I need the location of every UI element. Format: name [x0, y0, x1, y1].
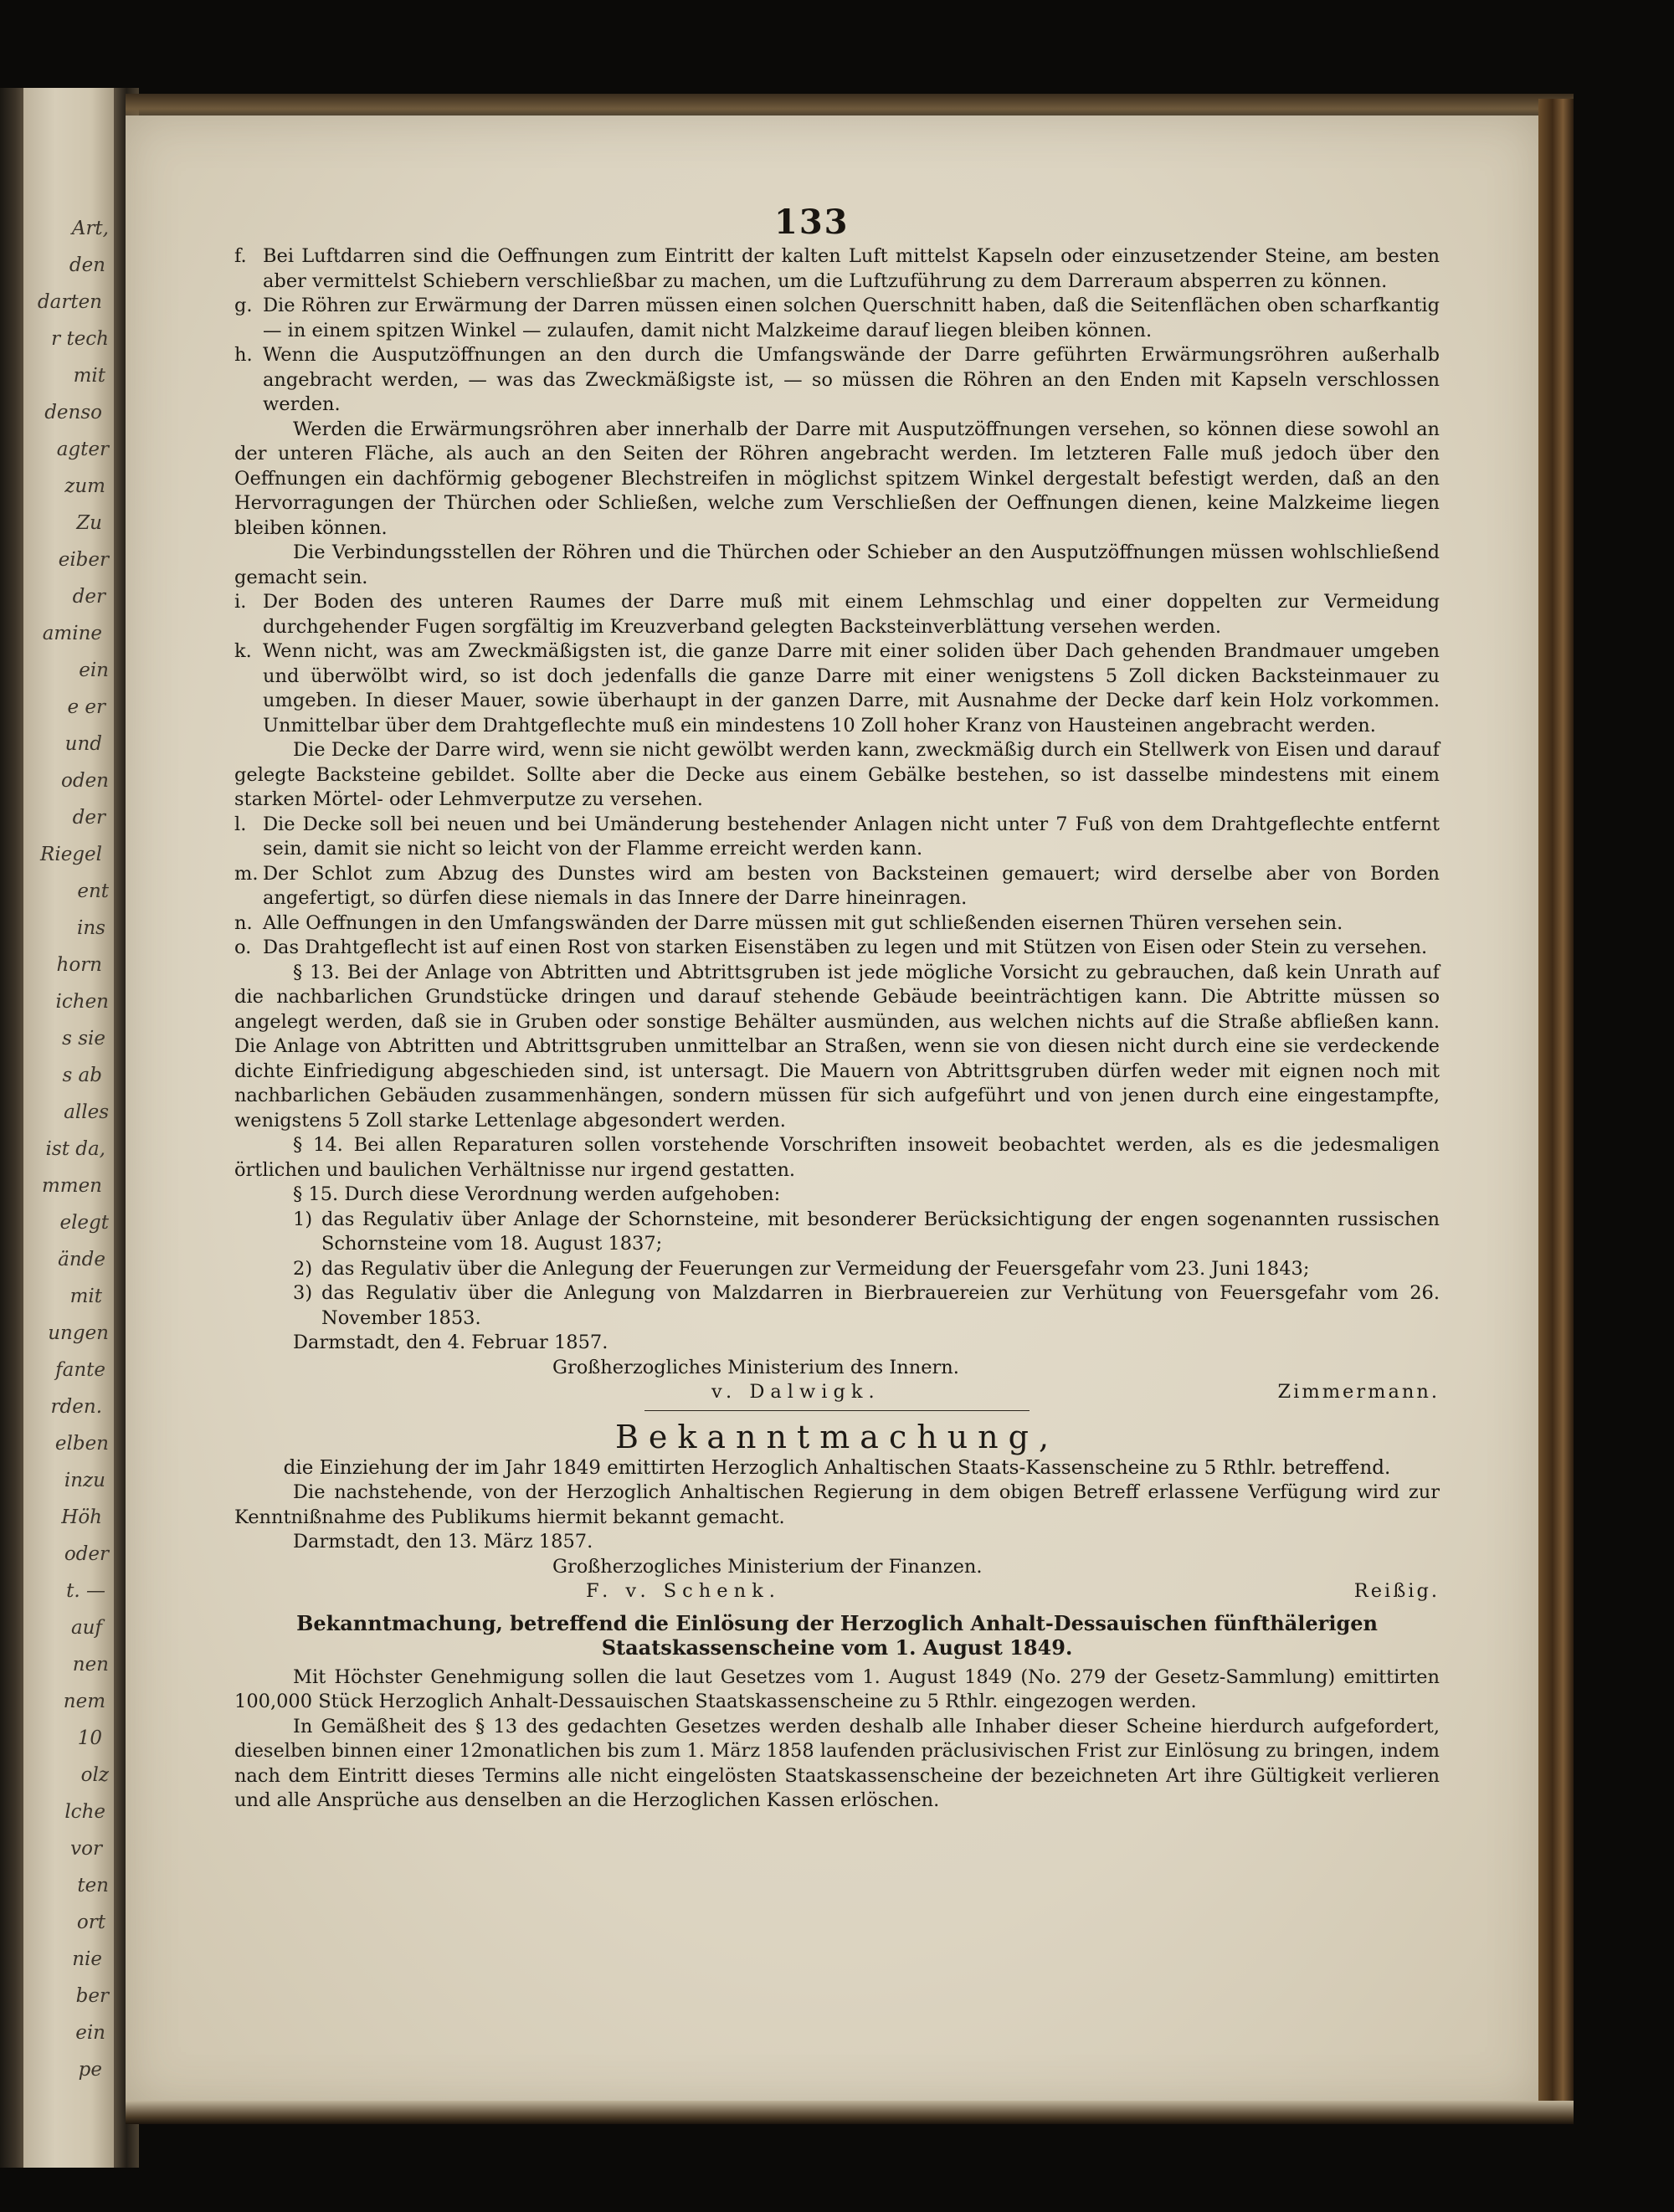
list-item — [293, 1208, 1440, 1257]
item-key: n. — [234, 911, 253, 934]
divider — [644, 1410, 1030, 1411]
left-page-fragment: ort — [76, 1912, 105, 1933]
item-key: 3) — [293, 1282, 313, 1304]
left-page-fragment: ein — [79, 659, 109, 681]
secretary-name: Zimmermann. — [1277, 1381, 1440, 1403]
signer-name: v. Dalwigk. — [711, 1381, 881, 1403]
left-page-fragment: ände — [58, 1249, 105, 1270]
book-left-edge — [0, 88, 25, 2168]
ministry-line: Großherzogliches Ministerium der Finanzen. — [552, 1555, 983, 1578]
item-key: k. — [234, 640, 252, 662]
list-item — [293, 1257, 1440, 1282]
item-text: das Regulativ über die Anlegung von Malzdarren in Bierbrauereien zur Verhütung von Feuersgefahr vom 26. November 1853. — [321, 1282, 1440, 1329]
page-bottom-edge — [126, 2101, 1574, 2124]
regulation-items-l-o — [234, 813, 1440, 961]
item-text: Der Boden des unteren Raumes der Darre muß mit einem Lehmschlag und einer doppelten zur Vermeidung durchgehender Fugen sorgfältig im Kreuzverband gelegten Backsteinverblättung versehen werden. — [263, 591, 1440, 638]
left-page-fragment: vor — [70, 1838, 102, 1860]
item-text: Die Röhren zur Erwärmung der Darren müssen einen solchen Querschnitt haben, daß die Seitenflächen oben scharfkantig — in einem spitzen Winkel — zulaufen, damit nicht Malzkeime darauf liegen bleiben können. — [263, 295, 1440, 341]
left-page-fragment: ber — [75, 1985, 109, 2007]
left-page-fragment: nie — [72, 1948, 102, 1970]
left-page-fragment: Zu — [76, 512, 102, 534]
list-item — [234, 343, 1440, 418]
page-number: 133 — [774, 203, 850, 242]
item-key: m. — [234, 862, 259, 885]
left-page-fragment: inzu — [64, 1470, 105, 1491]
item-key: f. — [234, 245, 247, 267]
item-key: o. — [234, 937, 252, 958]
left-page-fragment: r tech — [51, 328, 109, 350]
notice-title: Bekanntmachung, betreffend die Einlösung der Herzoglich Anhalt-Dessauischen fünfthälerigen Staatskassenscheine vom 1. August 1849. — [296, 1610, 1378, 1660]
date-line: Darmstadt, den 13. März 1857. — [293, 1531, 593, 1553]
section-13: § 13. Bei der Anlage von Abtritten und Abtrittsgruben ist jede mögliche Vorsicht zu gebrauchen, daß kein Unrath auf die nachbarlichen Grundstücke dringen und darauf stehende Gebäude beeinträchtigen kann. Die Abtritte müssen so angelegt werden, daß sie in Gruben oder sonstige Behälter ausmünden, aus welchen nichts auf die Straße abfließen kann. Die Anlage von Abtritten und Abtrittsgruben unmittelbar an Straßen, wenn sie von diesen nicht durch eine sie verdeckende dichte Einfriedigung abgeschieden sind, ist untersagt. Die Mauern von Abtrittsgruben dürfen weder mit eignen noch mit nachbarlichen Gebäuden zusammenhängen, sondern müssen für sich aufgeführt und von jenen durch eine eingestampfte, wenigstens 5 Zoll starke Lettenlage abgesondert werden. — [234, 961, 1440, 1132]
left-page-fragment: auf — [70, 1617, 102, 1639]
left-page-fragment: elben — [54, 1433, 109, 1455]
left-page-fragment: elegt — [59, 1212, 109, 1234]
left-page-fragment: mit — [73, 365, 105, 387]
left-page-fragment: den — [69, 254, 105, 276]
item-key: 2) — [293, 1257, 313, 1280]
left-page-fragment: ist da, — [45, 1138, 105, 1160]
left-page-fragment: ichen — [55, 991, 109, 1013]
left-page-fragment: s sie — [62, 1028, 105, 1050]
item-key: l. — [234, 813, 247, 835]
regulation-items-i-k — [234, 590, 1440, 738]
date-line: Darmstadt, den 4. Februar 1857. — [293, 1332, 608, 1353]
left-page-fragment: rden. — [50, 1396, 102, 1418]
signer-name: F. v. Schenk. — [586, 1580, 781, 1602]
left-page-fragment: und — [64, 733, 102, 755]
left-page-fragment: amine — [42, 623, 102, 644]
left-page-fragment: nen — [72, 1654, 109, 1676]
section-15: § 15. Durch diese Verordnung werden aufgehoben: — [293, 1183, 781, 1205]
left-page-fragment: ein — [75, 2022, 105, 2044]
left-page-fragment: t. — — [66, 1580, 105, 1602]
item-key: i. — [234, 591, 247, 613]
left-page-fragment: zum — [64, 475, 105, 497]
list-item — [234, 590, 1440, 639]
list-item — [234, 911, 1440, 937]
section-14: § 14. Bei allen Reparaturen sollen vorstehende Vorschriften insoweit beobachtet werden, als es die jedesmaligen örtlichen und baulichen Verhältnisse nur irgend gestatten. — [234, 1134, 1440, 1181]
left-page-fragment: Art, — [71, 218, 109, 239]
left-page-fragment: oder — [64, 1543, 109, 1565]
left-page-fragment: Höh — [61, 1506, 102, 1528]
item-text: Der Schlot zum Abzug des Dunstes wird am besten von Backsteinen gemauert; wird derselbe aber von Borden angefertigt, so dürfen diese niemals in das Innere der Darre hineinragen. — [263, 862, 1440, 909]
item-text: Alle Oeffnungen in den Umfangswänden der Darre müssen mit gut schließenden eisernen Thüren versehen sein. — [263, 911, 1343, 934]
left-page-fragment: alles — [64, 1101, 109, 1123]
item-text: Das Drahtgeflecht ist auf einen Rost von starken Eisenstäben zu legen und mit Stützen von Eisen oder Stein zu versehen. — [263, 937, 1428, 958]
signature-line — [234, 1579, 1440, 1604]
item-key: 1) — [293, 1208, 313, 1230]
left-page-fragment: olz — [80, 1764, 109, 1786]
left-page-fragment: 10 — [77, 1727, 102, 1749]
paragraph: Die Verbindungsstellen der Röhren und die Thürchen oder Schieber an den Ausputzöffnungen müssen wohlschließend gemacht sein. — [234, 541, 1440, 588]
left-page-fragment: e er — [67, 696, 105, 718]
left-page-fragment: fante — [55, 1359, 105, 1381]
left-page-fragment: ungen — [48, 1322, 109, 1344]
left-page-fragment: mit — [69, 1286, 102, 1307]
left-page-fragment: der — [72, 586, 105, 608]
item-key: h. — [234, 344, 253, 366]
announcement-subtitle: die Einziehung der im Jahr 1849 emittirten Herzoglich Anhaltischen Staats-Kassenscheine zu 5 Rthlr. betreffend. — [283, 1456, 1391, 1479]
left-page-fragment: lche — [64, 1801, 105, 1823]
repealed-regulations-list — [234, 1208, 1440, 1332]
left-page-fragment: nem — [63, 1691, 105, 1712]
left-page-fragment: agter — [56, 439, 109, 460]
left-facing-page — [23, 88, 114, 2168]
item-text: Bei Luftdarren sind die Oeffnungen zum Eintritt der kalten Luft mittelst Kapseln oder einzusetzender Steine, am besten aber vermittelst Schiebern verschließbar zu machen, um die Luftzuführung zu dem Darreraum absperren zu können. — [263, 245, 1440, 292]
left-page-fragment: denso — [44, 402, 102, 423]
regulation-items-f-h — [234, 244, 1440, 418]
list-item — [234, 294, 1440, 343]
list-item — [234, 813, 1440, 862]
list-item — [293, 1281, 1440, 1331]
left-page-fragment: oden — [61, 770, 109, 792]
left-page-fragment: pe — [78, 2059, 102, 2081]
signature-line — [234, 1380, 1440, 1405]
left-page-fragment: eiber — [58, 549, 109, 571]
paragraph: Die Decke der Darre wird, wenn sie nicht gewölbt werden kann, zweckmäßig durch ein Stellwerk von Eisen und darauf gelegte Backsteine gebildet. Sollte aber die Decke aus einem Gebälke bestehen, so ist dasselbe mindestens mit einem starken Mörtel- oder Lehmverputze zu versehen. — [234, 739, 1440, 810]
notice-paragraph: Mit Höchster Genehmigung sollen die laut Gesetzes vom 1. August 1849 (No. 279 der Gesetz-Sammlung) emittirten 100,000 Stück Herzoglich Anhalt-Dessauischen Staatskassenscheine zu 5 Rthlr. eingezogen werden. — [234, 1665, 1440, 1712]
left-page-fragment: ins — [77, 917, 105, 939]
left-page-fragment: der — [72, 807, 105, 829]
left-page-fragment: ten — [77, 1875, 109, 1896]
ministry-line: Großherzogliches Ministerium des Innern. — [552, 1356, 959, 1378]
left-page-fragment: s ab — [62, 1065, 102, 1086]
left-page-fragment: darten — [37, 291, 102, 313]
item-text: das Regulativ über die Anlegung der Feuerungen zur Vermeidung der Feuersgefahr vom 23. Juni 1843; — [321, 1257, 1310, 1280]
list-item — [234, 639, 1440, 738]
item-text: Wenn nicht, was am Zweckmäßigsten ist, die ganze Darre mit einer soliden über Dach gehenden Brandmauer umgeben und überwölbt wird, so ist doch jedenfalls die ganze Darre mit einer wenigstens 5 Zoll dicken Backsteinmauer zu umgeben. In dieser Mauer, sowie überhaupt in der ganzen Darre, mit Ausnahme der Decke darf kein Holz vorkommen. Unmittelbar über dem Drahtgeflechte muß ein mindestens 10 Zoll hoher Kranz von Hausteinen angebracht werden. — [263, 640, 1440, 736]
page-right-edge — [1538, 99, 1574, 2116]
list-item — [234, 862, 1440, 911]
item-text: Wenn die Ausputzöffnungen an den durch die Umfangswände der Darre geführten Erwärmungsröhren außerhalb angebracht werden, — was das Zweckmäßigste ist, — so müssen die Röhren an den Enden mit Kapseln verschlossen werden. — [263, 344, 1440, 415]
left-page-fragment: horn — [56, 954, 102, 976]
secretary-name: Reißig. — [1353, 1580, 1440, 1602]
announcement-text: Die nachstehende, von der Herzoglich Anhaltischen Regierung in dem obigen Betreff erlassene Verfügung wird zur Kenntnißnahme des Publikums hiermit bekannt gemacht. — [234, 1481, 1440, 1528]
item-text: das Regulativ über Anlage der Schornsteine, mit besonderer Berücksichtigung der engen sogenannten russischen Schornsteine vom 18. August 1837; — [321, 1208, 1440, 1255]
item-key: g. — [234, 295, 253, 316]
announcement-title: Bekanntmachung, — [614, 1418, 1060, 1455]
page-content — [234, 201, 1440, 1814]
notice-paragraph: In Gemäßheit des § 13 des gedachten Gesetzes werden deshalb alle Inhaber dieser Scheine hierdurch aufgefordert, dieselben binnen einer 12monatlichen bis zum 1. März 1858 laufenden präclusivischen Frist zur Einlösung zu bringen, indem nach dem Eintritt dieses Termins alle nicht eingelösten Staatskassenscheine der bezeichneten Art ihre Gültigkeit verlieren und alle Ansprüche aus denselben an die Herzoglichen Kassen erlöschen. — [234, 1715, 1440, 1811]
paragraph: Werden die Erwärmungsröhren aber innerhalb der Darre mit Ausputzöffnungen versehen, so können diese sowohl an der unteren Fläche, als auch an den Seiten der Röhren angebracht werden. Im letzteren Falle muß jedoch über den Oeffnungen ein dachförmig gebogener Blechstreifen in möglichst spitzem Winkel dergestalt befestigt werden, daß an den Hervorragungen der Thürchen oder Schließen, welche zum Verschließen der Oeffnungen dienen, keine Malzkeime liegen bleiben können. — [234, 418, 1440, 539]
list-item — [234, 244, 1440, 294]
item-text: Die Decke soll bei neuen und bei Umänderung bestehender Anlagen nicht unter 7 Fuß von dem Drahtgeflechte entfernt sein, damit sie nicht so leicht von der Flamme erreicht werden kann. — [263, 813, 1440, 860]
left-page-fragment: mmen — [41, 1175, 102, 1197]
left-page-fragment: ent — [77, 880, 109, 902]
list-item — [234, 936, 1440, 961]
left-page-fragment: Riegel — [40, 844, 102, 865]
